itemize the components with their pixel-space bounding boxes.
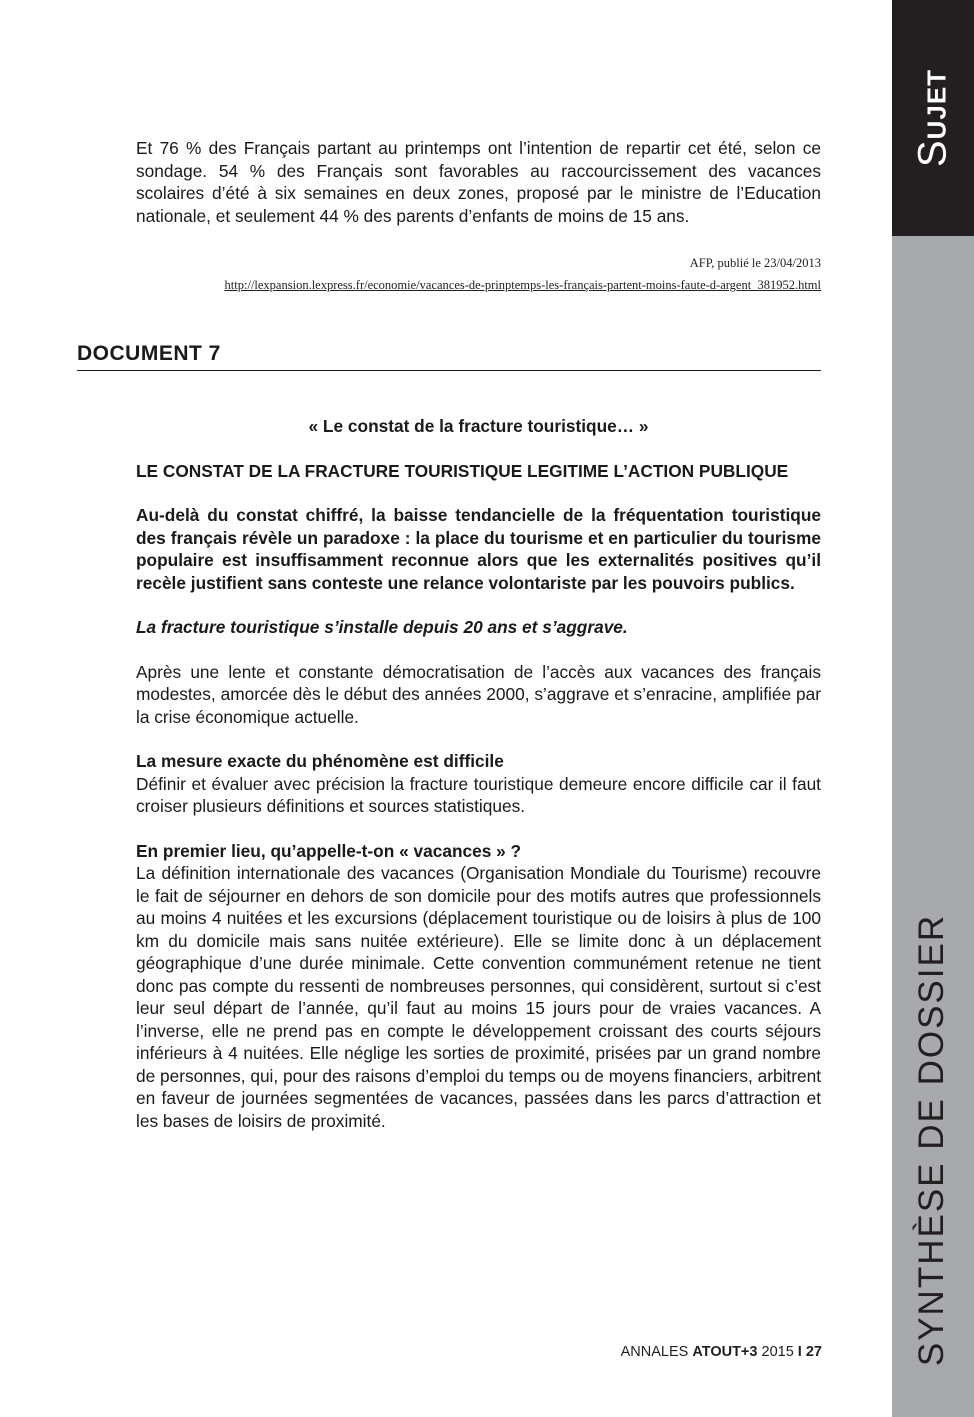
lead-paragraph: Au-delà du constat chiffré, la baisse tendancielle de la fréquentation touristique des français révèle un paradoxe : la place du tourisme et en particulier du tourisme populaire est insuffisamment reconnue alors que les externalités positives qu’il recèle justifient sans conteste une relance volontariste par les pouvoirs publics.: [136, 505, 821, 593]
section-1-text: Définir et évaluer avec précision la fracture touristique demeure encore difficile car il faut croiser plusieurs définitions et sources statistiques.: [136, 773, 821, 816]
intro-block: [136, 137, 821, 227]
document-body: [136, 415, 821, 1132]
quote-title: « Le constat de la fracture touristique… »: [308, 416, 649, 436]
sujet-initial: S: [910, 139, 955, 168]
sujet-label: [911, 69, 956, 167]
source-url[interactable]: http://lexpansion.lexpress.fr/economie/vacances-de-prinptemps-les-français-partent-moins-faute-d-argent_381952.html: [224, 278, 821, 292]
footer-brand: ATOUT+3: [692, 1344, 758, 1360]
footer-prefix: ANNALES: [620, 1344, 689, 1360]
italic-subheading: La fracture touristique s’installe depuis 20 ans et s’aggrave.: [136, 617, 628, 637]
section-2-text: La définition internationale des vacances (Organisation Mondiale du Tourisme) recouvre le fait de séjourner en dehors de son domicile pour des motifs autres que professionnels au moins 4 nuitées et les excursions (déplacement touristique ou de loisirs à plus de 100 km du domicile mais sans nuitée extérieure). Elle se limite donc à un déplacement géographique d’une durée minimale. Cette convention communément retenue ne tient donc pas compte du ressenti de nombreuses personnes, qui considèrent, surtout si c’est leur seul départ de l’année, qu’il faut au moins 15 jours pour de vraies vacances. A l’inverse, elle ne prend pas en compte le développement croissant des courts séjours inférieurs à 4 nuitées. Elle néglige les sorties de proximité, prisées par un grand nombre de personnes, qui, pour des raisons d’emploi du temps ou de moyens financiers, arbitrent en faveur de journées segmentées de vacances, passées dans les parcs d’attraction et les bases de loisirs de proximité.: [136, 863, 821, 1131]
source-credit: AFP, publié le 23/04/2013: [689, 256, 821, 270]
section-label: SYNTHÈSE DE DOSSIER: [912, 913, 951, 1367]
document-title: DOCUMENT 7: [77, 342, 821, 371]
paragraph-1: Après une lente et constante démocratisation de l’accès aux vacances des français modestes, amorcée dès le début des années 2000, s’aggrave et s’enracine, amplifiée par la crise économique actuelle.: [136, 661, 821, 727]
intro-paragraph: Et 76 % des Français partant au printemps ont l’intention de repartir cet été, selon ce sondage. 54 % des Français sont favorables au raccourcissement des vacances scolaires d’été à six semaines en deux zones, proposé par le ministre de l’Education nationale, et seulement 44 % des parents d’enfants de moins de 15 ans.: [136, 138, 821, 226]
footer-separator: I: [797, 1344, 802, 1360]
page-number: 27: [805, 1344, 822, 1360]
page-footer: [621, 1344, 822, 1360]
section-2-title: En premier lieu, qu’appelle-t-on « vacances » ?: [136, 840, 522, 861]
main-heading: LE CONSTAT DE LA FRACTURE TOURISTIQUE LEGITIME L’ACTION PUBLIQUE: [136, 460, 789, 481]
footer-year: 2015: [761, 1344, 794, 1360]
sujet-rest: UJET: [921, 68, 952, 140]
section-1-title: La mesure exacte du phénomène est difficile: [136, 751, 504, 771]
